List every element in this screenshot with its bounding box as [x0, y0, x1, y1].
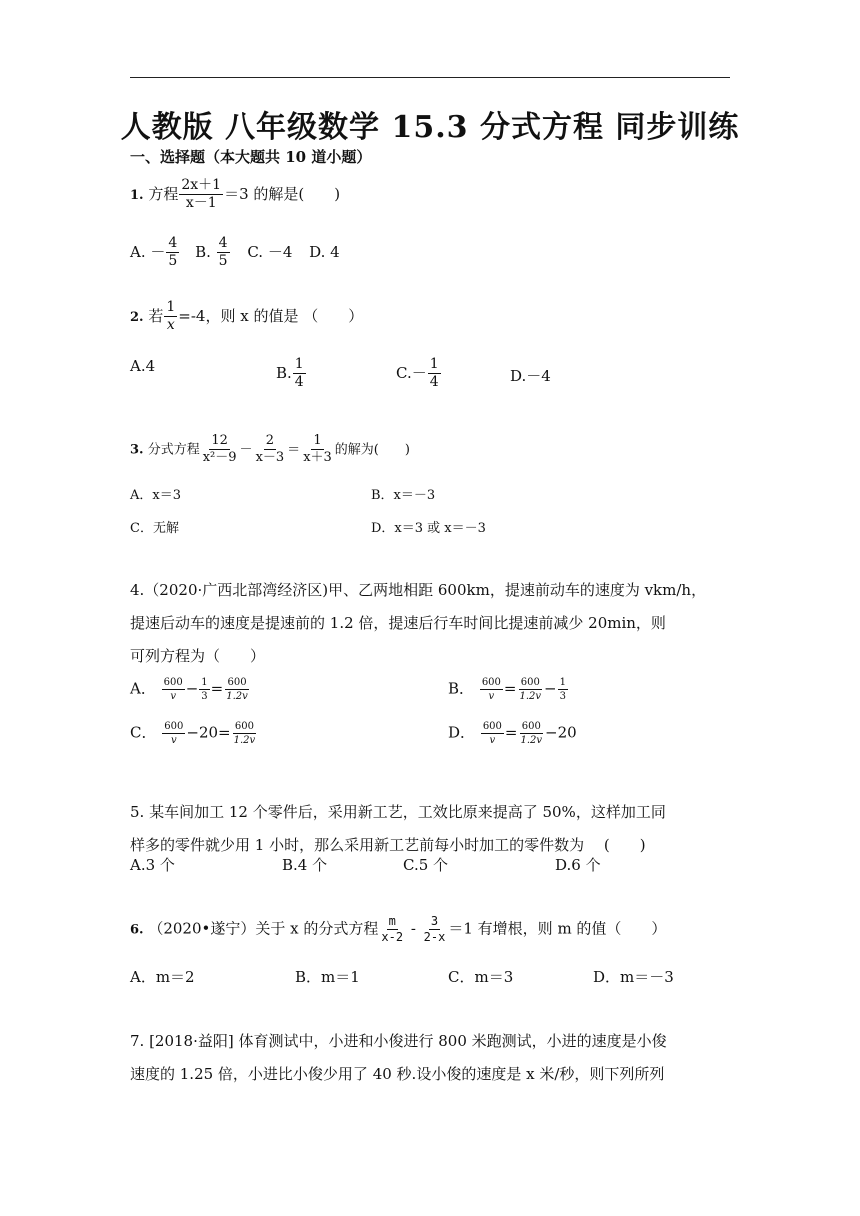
denominator: 1.2v	[519, 691, 542, 702]
option-a: A. －	[130, 242, 166, 261]
question-text: 分式方程	[143, 442, 200, 458]
option-c: C.5 个	[403, 856, 449, 874]
option-c: C．无解	[130, 521, 179, 536]
fraction	[379, 915, 405, 944]
numerator: 1	[164, 300, 177, 317]
question-number: 1.	[130, 187, 144, 203]
fraction	[179, 178, 223, 212]
option-d: D.－4	[510, 367, 551, 385]
option-label: B.	[276, 363, 292, 382]
fraction	[481, 721, 504, 746]
question-2	[130, 300, 363, 334]
option-a	[130, 677, 251, 702]
option-c: C．m＝3	[448, 968, 514, 986]
option-label: C．	[130, 723, 157, 742]
text-line: 可列方程为（ ）	[130, 647, 266, 665]
text-line: 样多的零件就少用 1 小时，那么采用新工艺前每小时加工的零件数为 ( )	[130, 836, 646, 854]
option-b	[276, 357, 307, 391]
operator: =	[218, 723, 231, 742]
numerator: 2x＋1	[179, 178, 223, 195]
denominator: 3	[201, 691, 208, 702]
numerator: 600	[520, 677, 540, 688]
option-c	[396, 357, 442, 391]
header-rule	[130, 77, 730, 78]
option-b: B．m＝1	[295, 968, 360, 986]
numerator: 1	[559, 677, 566, 688]
option-b: B.4 个	[282, 856, 328, 874]
option-label: C.－	[396, 363, 427, 382]
question-number: 6.	[130, 922, 144, 938]
numerator: 12	[209, 434, 230, 450]
text-line: 速度的 1.25 倍，小进比小俊少用了 40 秒.设小俊的速度是 x 米/秒，则下列所列	[130, 1065, 665, 1083]
option-a: A.3 个	[130, 856, 175, 874]
denominator: v	[170, 735, 177, 746]
denominator: 5	[168, 253, 178, 270]
numerator: 1	[428, 357, 441, 374]
fraction	[162, 677, 185, 702]
denominator: x-2	[381, 930, 404, 945]
denominator: 4	[429, 374, 439, 391]
operator: -	[406, 919, 421, 938]
operator: ＝	[287, 442, 301, 458]
numerator: 600	[482, 721, 502, 732]
denominator: v	[488, 691, 495, 702]
fraction	[422, 915, 448, 944]
option-b	[448, 677, 569, 702]
numerator: 4	[217, 236, 230, 253]
numerator: 600	[227, 677, 247, 688]
question-5-text	[130, 796, 730, 862]
question-text: =-4，则 x 的值是 （ ）	[178, 306, 364, 325]
fraction	[518, 721, 544, 746]
option-label: D．	[448, 723, 476, 742]
denominator: 1.2v	[226, 691, 248, 702]
option-d: D．m＝－3	[593, 968, 674, 986]
fraction	[232, 721, 258, 746]
option-a: A．m＝2	[130, 968, 195, 986]
operator: −	[185, 679, 199, 698]
question-1	[130, 178, 340, 212]
text-line: 提速后动车的速度是提速前的 1.2 倍，提速后行车时间比提速前减少 20min，则	[130, 614, 666, 632]
numerator: 4	[166, 236, 179, 253]
option-d: D.6 个	[555, 856, 601, 874]
denominator: 5	[218, 253, 228, 270]
denominator: 1.2v	[520, 735, 543, 746]
operator: −	[544, 679, 557, 698]
denominator: v	[170, 691, 176, 702]
denominator: 3	[559, 691, 566, 702]
question-6	[130, 915, 666, 944]
question-1-options	[130, 236, 340, 270]
option-a: A．x＝3	[130, 488, 181, 503]
denominator: 2-x	[423, 930, 446, 945]
text-line: 5. 某车间加工 12 个零件后，采用新工艺，工效比原来提高了 50%，这样加工同	[130, 803, 666, 821]
fraction	[254, 434, 287, 466]
text-line: 7. [2018·益阳] 体育测试中，小进和小俊进行 800 米跑测试，小进的速度是小俊	[130, 1032, 667, 1050]
fraction	[480, 677, 503, 702]
question-7-text	[130, 1025, 730, 1091]
fraction	[164, 300, 177, 334]
option-c: C. －4	[247, 242, 293, 261]
numerator: 600	[164, 721, 184, 732]
option-b: B．x＝－3	[371, 488, 436, 503]
option-label: A．	[130, 679, 156, 698]
operator: −	[545, 723, 558, 742]
numerator: 3	[429, 915, 440, 930]
question-text: ＝1 有增根，则 m 的值（ ）	[448, 919, 667, 938]
fraction	[217, 236, 230, 270]
fraction	[428, 357, 441, 391]
fraction	[558, 677, 568, 702]
question-4-text	[130, 574, 730, 673]
operator: =	[210, 679, 224, 698]
question-3	[130, 434, 410, 466]
question-text: ＝3 的解是( )	[224, 184, 341, 203]
option-b: B.	[195, 242, 216, 261]
question-text: 若	[143, 306, 164, 325]
fraction	[166, 236, 179, 270]
fraction	[162, 721, 185, 746]
text-line: 4.（2020·广西北部湾经济区)甲、乙两地相距 600km，提速前动车的速度为 vkm/h，	[130, 581, 707, 599]
question-text: 的解为( )	[334, 442, 410, 458]
numerator: 600	[234, 721, 254, 732]
question-text: （2020•遂宁）关于 x 的分式方程	[143, 919, 379, 938]
fraction	[301, 434, 334, 466]
denominator: x－1	[185, 195, 217, 212]
operator: =	[503, 679, 517, 698]
option-label: B．	[448, 679, 475, 698]
option-a: A.4	[130, 357, 156, 375]
numerator: 1	[293, 357, 306, 374]
option-d	[448, 721, 577, 746]
denominator: v	[489, 735, 496, 746]
fraction	[224, 677, 250, 702]
fraction	[201, 434, 239, 466]
option-d: D. 4	[309, 242, 340, 261]
fraction	[293, 357, 306, 391]
question-text: 方程	[143, 184, 179, 203]
numerator: 1	[311, 434, 323, 450]
fraction	[199, 677, 209, 702]
question-number: 2.	[130, 309, 144, 325]
numerator: 600	[521, 721, 541, 732]
constant: 20	[198, 723, 219, 742]
operator: －	[239, 442, 253, 458]
operator: −	[186, 723, 199, 742]
denominator: x	[166, 317, 175, 334]
numerator: 600	[481, 677, 501, 688]
option-c	[130, 721, 258, 746]
fraction	[517, 677, 543, 702]
operator: =	[504, 723, 518, 742]
numerator: m	[387, 915, 398, 930]
page-title: 人教版 八年级数学 15.3 分式方程 同步训练	[120, 110, 740, 145]
option-d: D．x＝3 或 x＝－3	[371, 521, 486, 536]
denominator: x²－9	[202, 450, 237, 466]
denominator: x＋3	[303, 450, 332, 466]
numerator: 2	[264, 434, 276, 450]
numerator: 1	[201, 677, 208, 688]
question-number: 3.	[130, 442, 144, 458]
denominator: 1.2v	[233, 735, 256, 746]
numerator: 600	[163, 677, 183, 688]
section-heading: 一、选择题（本大题共 10 道小题）	[130, 148, 372, 166]
denominator: x－3	[255, 450, 285, 466]
constant: 20	[557, 723, 577, 742]
denominator: 4	[294, 374, 304, 391]
